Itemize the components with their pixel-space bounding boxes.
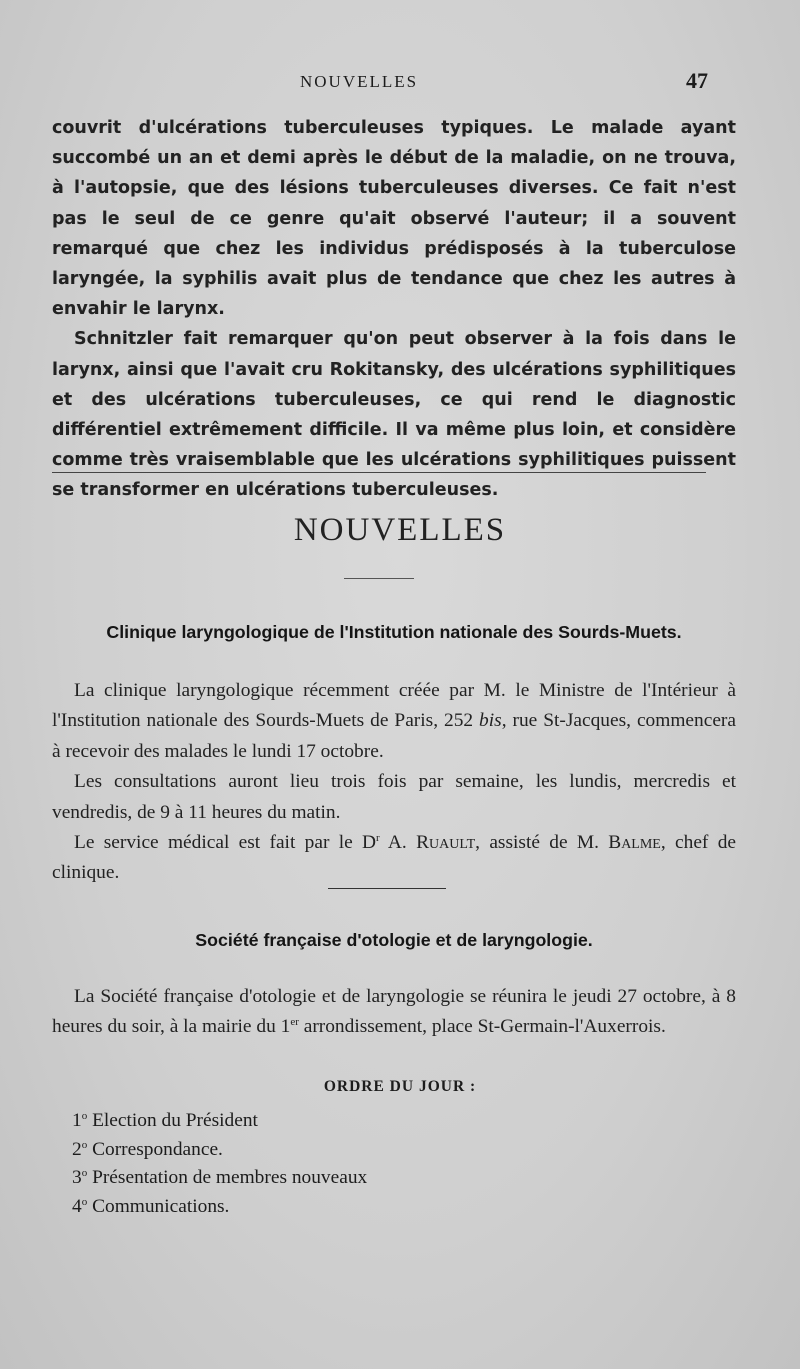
clinique-p1-before: La clinique laryngologique récemment créée par M. le Ministre de l'Intérieur à l'Institution nationale des Sourds-Muets de Paris, 252 — [52, 680, 736, 732]
societe-p1-sup: er — [290, 1016, 299, 1029]
ordinal-mark: o — [81, 1195, 88, 1208]
agenda-number: 1 — [72, 1110, 82, 1131]
agenda-number: 4 — [72, 1195, 82, 1217]
agenda-number: 2 — [72, 1138, 82, 1160]
clinique-paragraph-2: Les consultations auront lieu trois fois par semaine, les lundis, mercredis et vendredis, de 9 à 11 heures du matin. — [52, 771, 736, 823]
societe-p1-before: La Société française d'otologie et de laryngologie se réunira le jeudi 27 octobre, à 8 heures du soir, à la mairie du 1 — [52, 986, 736, 1038]
section-title: NOUVELLES — [293, 512, 507, 548]
clinique-heading: Clinique laryngologique de l'Institution nationale des Sourds-Muets. — [106, 622, 682, 642]
continued-text — [52, 113, 736, 506]
clinique-p3-mid: , assisté de M. — [475, 832, 609, 854]
running-title: NOUVELLES — [300, 72, 419, 91]
agenda-item — [72, 1164, 572, 1193]
page-number: 47 — [686, 68, 708, 93]
clinique-p1-bis: bis — [479, 710, 502, 732]
agenda-list — [72, 1107, 572, 1221]
agenda-text: Election du Président — [92, 1110, 258, 1131]
clinique-p3-sup: r — [376, 832, 380, 845]
societe-paragraph-1 — [52, 982, 736, 1043]
agenda-item — [72, 1107, 572, 1136]
ordinal-mark: o — [81, 1167, 88, 1180]
agenda-title: ORDRE DU JOUR : — [323, 1078, 477, 1095]
societe-heading: Société française d'otologie et de laryngologie. — [195, 930, 593, 950]
title-underline — [344, 578, 414, 579]
agenda-text: Correspondance. — [92, 1138, 223, 1160]
agenda-number: 3 — [72, 1167, 82, 1189]
paragraph-schnitzler: Schnitzler fait remarquer qu'on peut observer à la fois dans le larynx, ainsi que l'avait cru Rokitansky, des ulcérations syphilitiques et des ulcérations tuberculeuses, ce qui rend le diagnostic différentiel extrêmement difficile. Il va même plus loin, et considère comme très vraisemblable que les ulcérations syphilitiques puissent se transformer en ulcérations tuberculeuses. — [52, 329, 736, 501]
clinique-p3-after: , chef de clinique. — [52, 832, 737, 884]
agenda-text: Communications. — [92, 1195, 230, 1217]
clinique-p1-after: , rue St-Jacques, commencera à recevoir des malades le lundi 17 octobre. — [52, 710, 736, 762]
societe-text — [52, 982, 736, 1043]
ordinal-mark: o — [81, 1110, 88, 1122]
agenda-text: Présentation de membres nouveaux — [92, 1167, 368, 1189]
paragraph-continued: couvrit d'ulcérations tuberculeuses typiques. Le malade ayant succombé un an et demi après le début de la maladie, on ne trouva, à l'autopsie, que des lésions tuberculeuses diverses. Ce fait n'est pas le seul de ce genre qu'ait observé l'auteur; il a souvent remarqué que chez les individus prédisposés à la tuberculose laryngée, la syphilis avait plus de tendance que chez les autres à envahir le larynx. — [52, 118, 736, 320]
clinique-p3-before: Le service médical est fait par le D — [74, 832, 377, 854]
clinique-text — [52, 676, 736, 889]
chef-name: Balme — [608, 832, 661, 854]
agenda-item — [72, 1136, 572, 1165]
doctor-name: A. Ruault — [379, 832, 476, 854]
clinique-paragraph-3 — [52, 828, 736, 889]
clinique-paragraph-1 — [52, 676, 736, 767]
news-divider — [328, 888, 446, 889]
running-head — [0, 68, 800, 102]
section-divider — [52, 472, 706, 473]
ordinal-mark: o — [81, 1138, 88, 1151]
agenda-item — [72, 1193, 572, 1222]
societe-p1-after: arrondissement, place St-Germain-l'Auxerrois. — [298, 1016, 666, 1038]
